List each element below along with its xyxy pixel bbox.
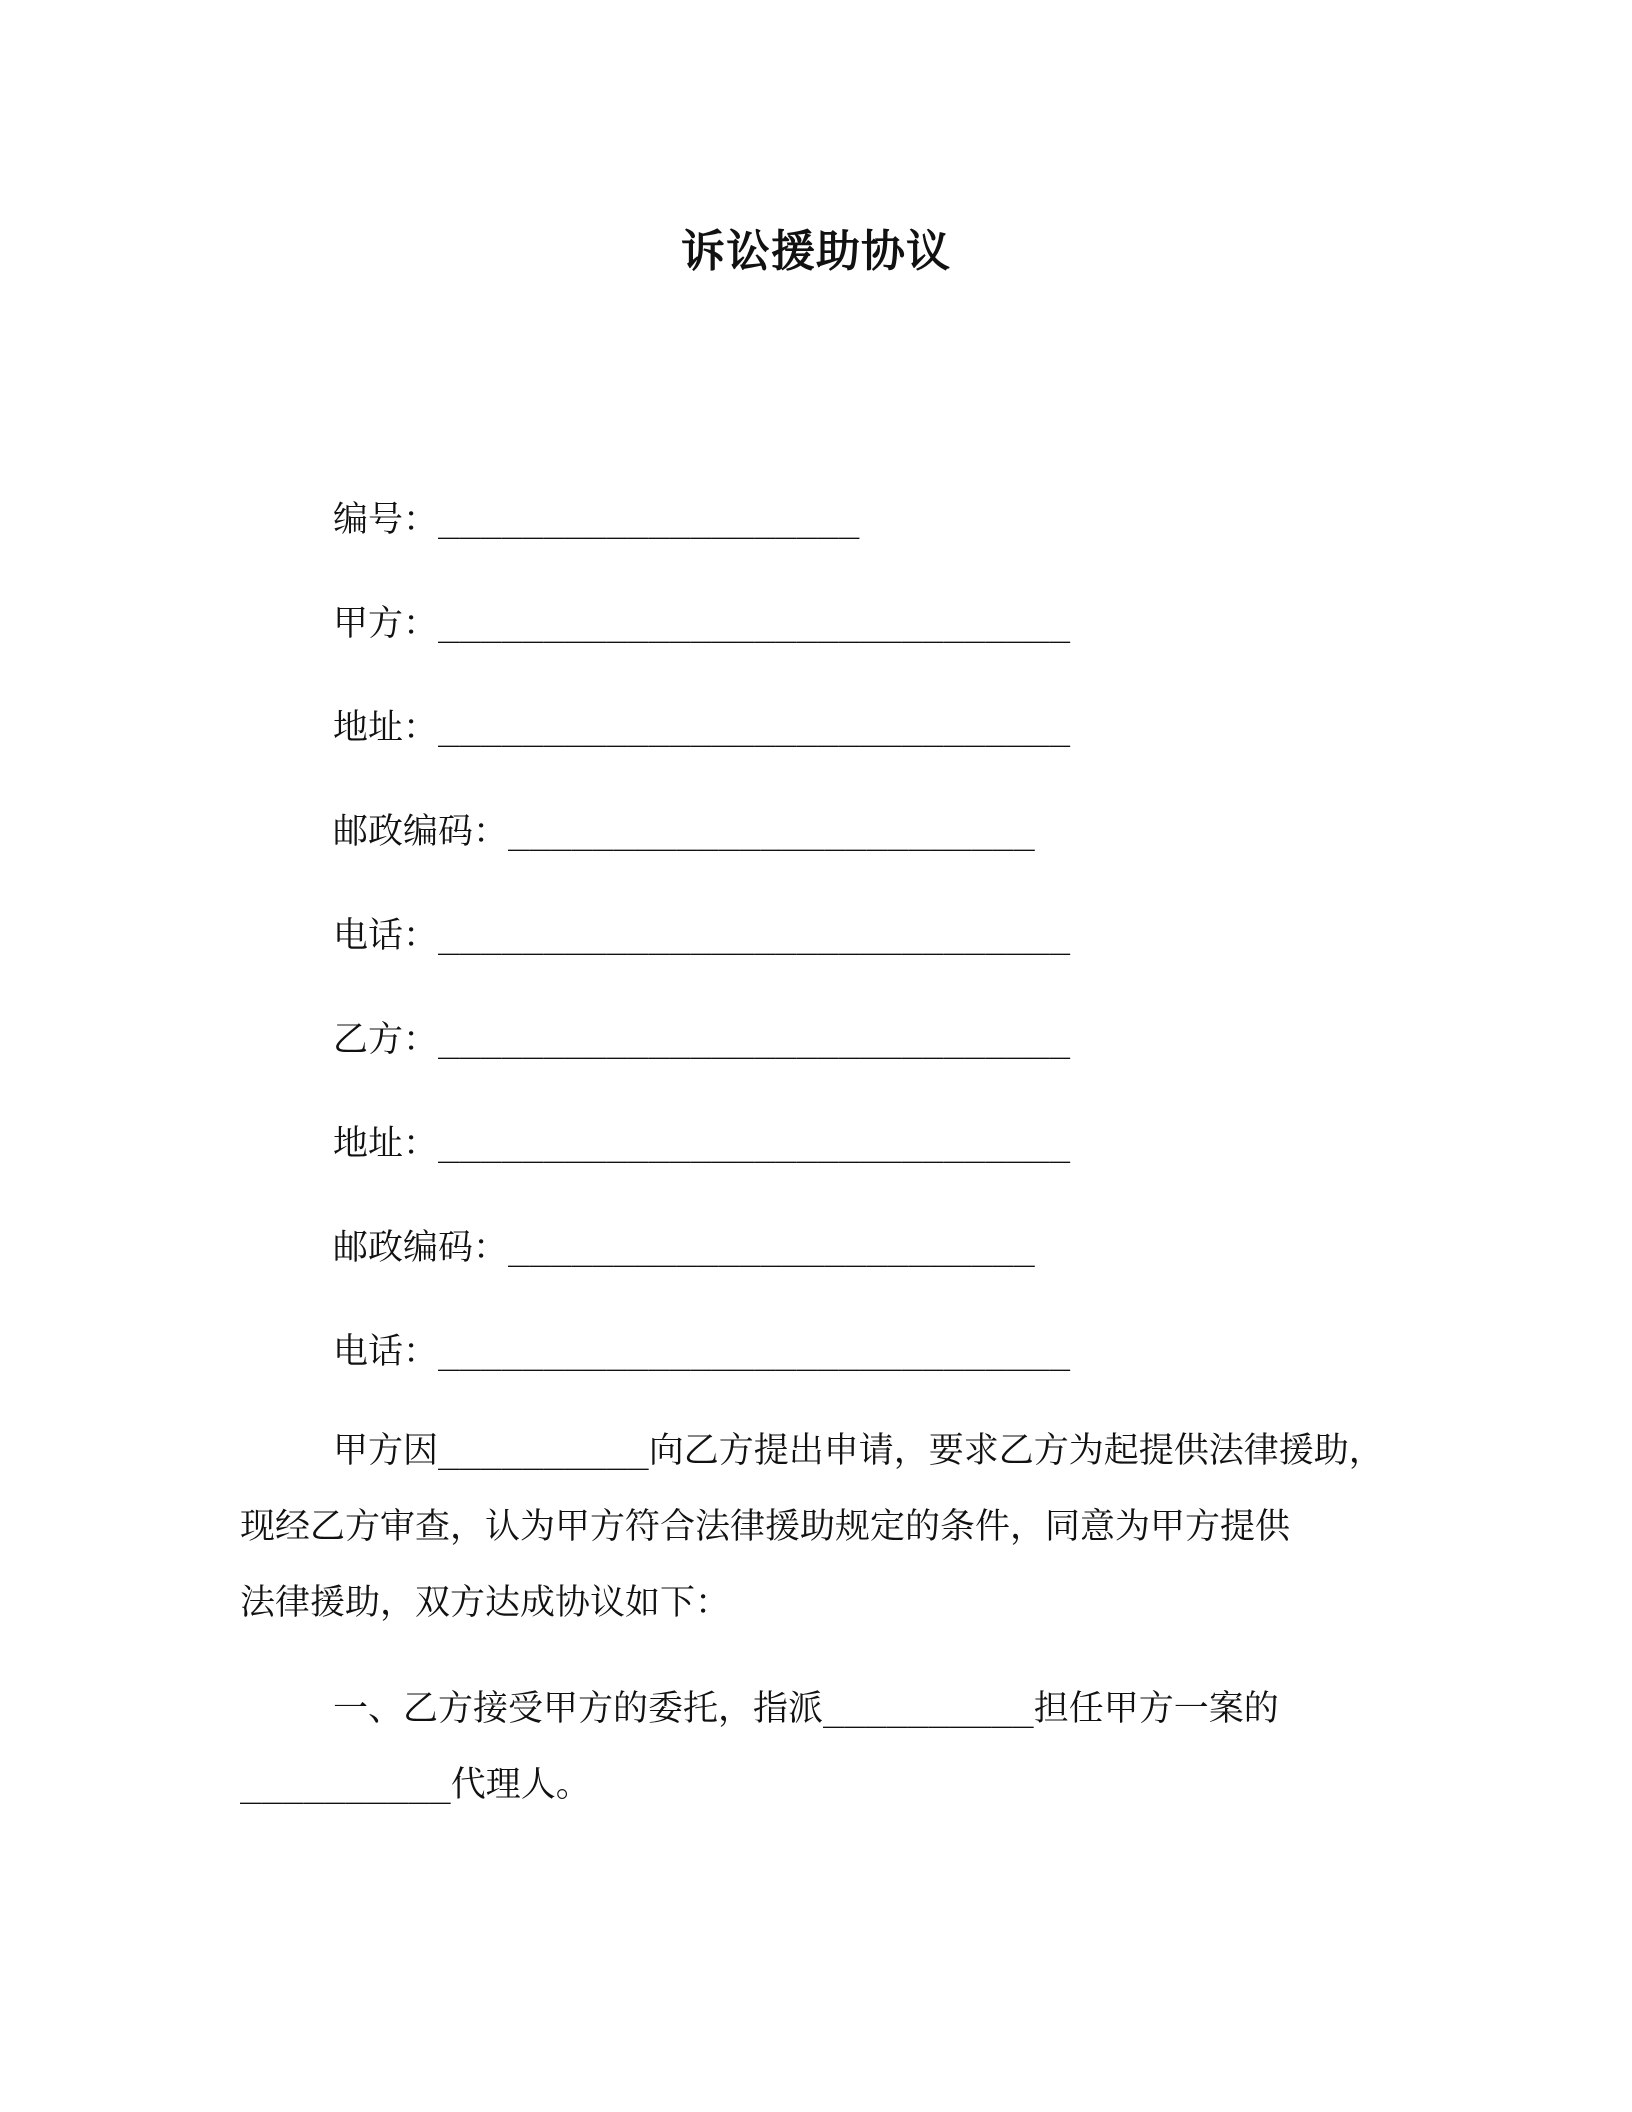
field-blank: ______________________________ xyxy=(438,1332,1071,1372)
intro-text-a: 甲方因 xyxy=(333,1431,439,1471)
field-label: 电话： xyxy=(333,1332,439,1372)
field-label: 乙方： xyxy=(333,1020,439,1060)
field-label: 邮政编码： xyxy=(333,1228,509,1268)
clause-1-line-1 xyxy=(240,1671,1279,1747)
intro-line-2: 现经乙方审查，认为甲方符合法律援助规定的条件，同意为甲方提供 xyxy=(240,1507,1291,1547)
field-label: 邮政编码： xyxy=(333,812,509,852)
clause-1-text-b: 担任甲方一案的 xyxy=(1033,1689,1279,1729)
intro-line-1 xyxy=(240,1413,1384,1489)
field-label: 编号： xyxy=(333,500,439,540)
intro-blank: __________ xyxy=(438,1431,649,1471)
field-blank: ____________________ xyxy=(438,500,860,540)
field-party-a-address xyxy=(333,700,1070,756)
clause-1-text-c: 代理人。 xyxy=(450,1765,591,1805)
field-number xyxy=(333,492,859,548)
intro-paragraph xyxy=(240,1413,1384,1641)
clause-1-blank-1: __________ xyxy=(823,1689,1034,1729)
field-party-b-phone xyxy=(333,1324,1070,1380)
document-title: 诉讼援助协议 xyxy=(681,226,951,277)
intro-line-3: 法律援助，双方达成协议如下： xyxy=(240,1583,731,1623)
clause-1-blank-2: __________ xyxy=(240,1765,451,1805)
field-label: 甲方： xyxy=(333,604,439,644)
field-blank: ______________________________ xyxy=(438,916,1071,956)
field-party-a-postcode xyxy=(333,804,1035,860)
field-blank: _________________________ xyxy=(508,1228,1035,1268)
field-blank: _________________________ xyxy=(508,812,1035,852)
field-blank: ______________________________ xyxy=(438,604,1071,644)
field-party-a xyxy=(333,596,1070,652)
field-party-a-phone xyxy=(333,908,1070,964)
field-label: 电话： xyxy=(333,916,439,956)
clause-1 xyxy=(240,1671,1279,1823)
clause-1-line-2 xyxy=(240,1747,1279,1823)
field-blank: ______________________________ xyxy=(438,708,1071,748)
clause-1-text-a: 一、乙方接受甲方的委托，指派 xyxy=(333,1689,824,1729)
field-party-b-address xyxy=(333,1116,1070,1172)
field-blank: ______________________________ xyxy=(438,1020,1071,1060)
intro-text-b: 向乙方提出申请，要求乙方为起提供法律援助， xyxy=(648,1431,1384,1471)
field-party-b xyxy=(333,1012,1070,1068)
field-label: 地址： xyxy=(333,708,439,748)
field-party-b-postcode xyxy=(333,1220,1035,1276)
field-label: 地址： xyxy=(333,1124,439,1164)
field-blank: ______________________________ xyxy=(438,1124,1071,1164)
